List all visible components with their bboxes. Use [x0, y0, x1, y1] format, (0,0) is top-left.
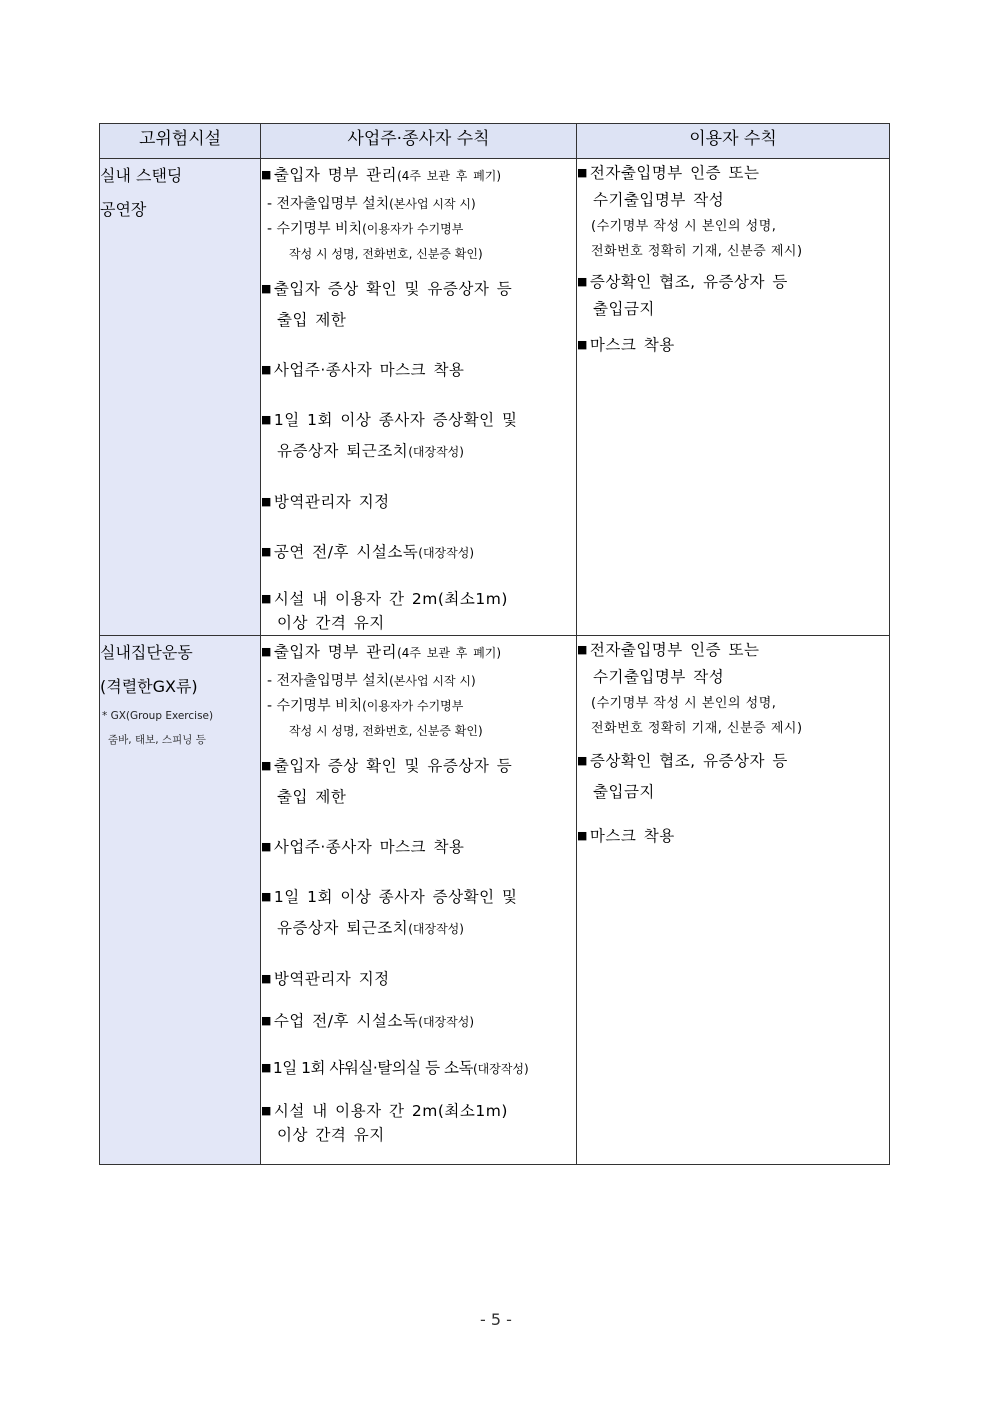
list-item: ■ 시설 내 이용자 간 2m(최소1m) 이상 간격 유지 — [261, 1102, 508, 1144]
bullet-square-icon: ■ — [261, 890, 272, 903]
rules-table — [99, 123, 890, 1165]
list-item: ■ 1일 1회 이상 종사자 증상확인 및 유증상자 퇴근조치(대장작성) — [261, 888, 518, 937]
list-item: ■ 공연 전/후 시설소독(대장작성) — [261, 543, 475, 561]
bullet-square-icon: ■ — [261, 1061, 271, 1074]
bullet-square-icon: ■ — [261, 413, 272, 426]
table-row — [100, 636, 890, 1165]
table-row — [100, 159, 890, 636]
facility-name-line: 공연장 — [100, 200, 147, 219]
list-item: ■ 마스크 착용 — [577, 336, 675, 354]
list-item: ■ 증상확인 협조, 유증상자 등 출입금지 — [577, 752, 788, 801]
header-business-rules: 사업주·종사자 수칙 — [261, 124, 577, 159]
list-item: ■ 전자출입명부 인증 또는 수기출입명부 작성 — [577, 164, 760, 209]
bullet-square-icon: ■ — [577, 275, 588, 288]
list-item: ■ 1일 1회 샤워실·탈의실 등 소독(대장작성) — [261, 1059, 529, 1077]
list-item: ■ 출입자 증상 확인 및 유증상자 등 출입 제한 — [261, 280, 513, 329]
page-number: - 5 - — [480, 1310, 512, 1329]
facility-name-line: (격렬한GX류) — [100, 677, 198, 696]
user-rules-cell — [577, 636, 890, 1165]
business-rules-cell — [261, 636, 577, 1165]
note-line: 전화번호 정확히 기재, 신분증 제시) — [591, 721, 803, 736]
list-subitem: - 수기명부 비치(이용자가 수기명부 작성 시 성명, 전화번호, 신분증 확인) — [267, 698, 483, 738]
bullet-square-icon: ■ — [261, 363, 272, 376]
list-item: ■ 전자출입명부 인증 또는 수기출입명부 작성 — [577, 641, 760, 686]
bullet-square-icon: ■ — [261, 168, 272, 181]
bullet-square-icon: ■ — [577, 338, 588, 351]
list-item: ■ 수업 전/후 시설소독(대장작성) — [261, 1012, 475, 1030]
header-user-rules: 이용자 수칙 — [577, 124, 890, 159]
list-item: ■ 출입자 명부 관리(4주 보관 후 폐기) — [261, 643, 502, 661]
list-item: ■ 출입자 증상 확인 및 유증상자 등 출입 제한 — [261, 757, 513, 806]
note-line: (수기명부 작성 시 본인의 성명, — [591, 696, 777, 711]
bullet-square-icon: ■ — [261, 282, 272, 295]
list-subitem: - 수기명부 비치(이용자가 수기명부 작성 시 성명, 전화번호, 신분증 확인) — [267, 221, 483, 261]
list-item: ■ 방역관리자 지정 — [261, 493, 390, 511]
note-line: 전화번호 정확히 기재, 신분증 제시) — [591, 244, 803, 259]
facility-note: * GX(Group Exercise) — [102, 710, 214, 722]
list-subitem: - 전자출입명부 설치(본사업 시작 시) — [267, 196, 476, 212]
bullet-square-icon: ■ — [261, 1014, 272, 1027]
list-item: ■ 1일 1회 이상 종사자 증상확인 및 유증상자 퇴근조치(대장작성) — [261, 411, 518, 460]
list-item: ■ 방역관리자 지정 — [261, 970, 390, 988]
list-item: ■ 사업주·종사자 마스크 착용 — [261, 838, 465, 856]
bullet-square-icon: ■ — [261, 1104, 272, 1117]
facility-note: 줌바, 태보, 스피닝 등 — [108, 734, 206, 746]
bullet-square-icon: ■ — [577, 754, 588, 767]
bullet-square-icon: ■ — [577, 829, 588, 842]
list-item: ■ 사업주·종사자 마스크 착용 — [261, 361, 465, 379]
facility-cell — [100, 636, 261, 1165]
list-subitem: - 전자출입명부 설치(본사업 시작 시) — [267, 673, 476, 689]
header-facility: 고위험시설 — [100, 124, 261, 159]
list-item: ■ 시설 내 이용자 간 2m(최소1m) 이상 간격 유지 — [261, 590, 508, 632]
bullet-square-icon: ■ — [261, 759, 272, 772]
facility-name-line: 실내 스탠딩 — [100, 166, 183, 185]
list-item: ■ 증상확인 협조, 유증상자 등 출입금지 — [577, 273, 788, 318]
bullet-square-icon: ■ — [261, 495, 272, 508]
bullet-square-icon: ■ — [261, 645, 272, 658]
bullet-square-icon: ■ — [261, 840, 272, 853]
facility-cell — [100, 159, 261, 636]
bullet-square-icon: ■ — [261, 592, 272, 605]
bullet-square-icon: ■ — [261, 972, 272, 985]
business-rules-cell — [261, 159, 577, 636]
bullet-square-icon: ■ — [261, 545, 272, 558]
table-header-row — [100, 124, 890, 159]
list-item: ■ 출입자 명부 관리(4주 보관 후 폐기) — [261, 166, 502, 184]
note-line: (수기명부 작성 시 본인의 성명, — [591, 219, 777, 234]
list-item: ■ 마스크 착용 — [577, 827, 675, 845]
facility-name-line: 실내집단운동 — [100, 643, 193, 662]
bullet-square-icon: ■ — [577, 643, 588, 656]
user-rules-cell — [577, 159, 890, 636]
bullet-square-icon: ■ — [577, 166, 588, 179]
